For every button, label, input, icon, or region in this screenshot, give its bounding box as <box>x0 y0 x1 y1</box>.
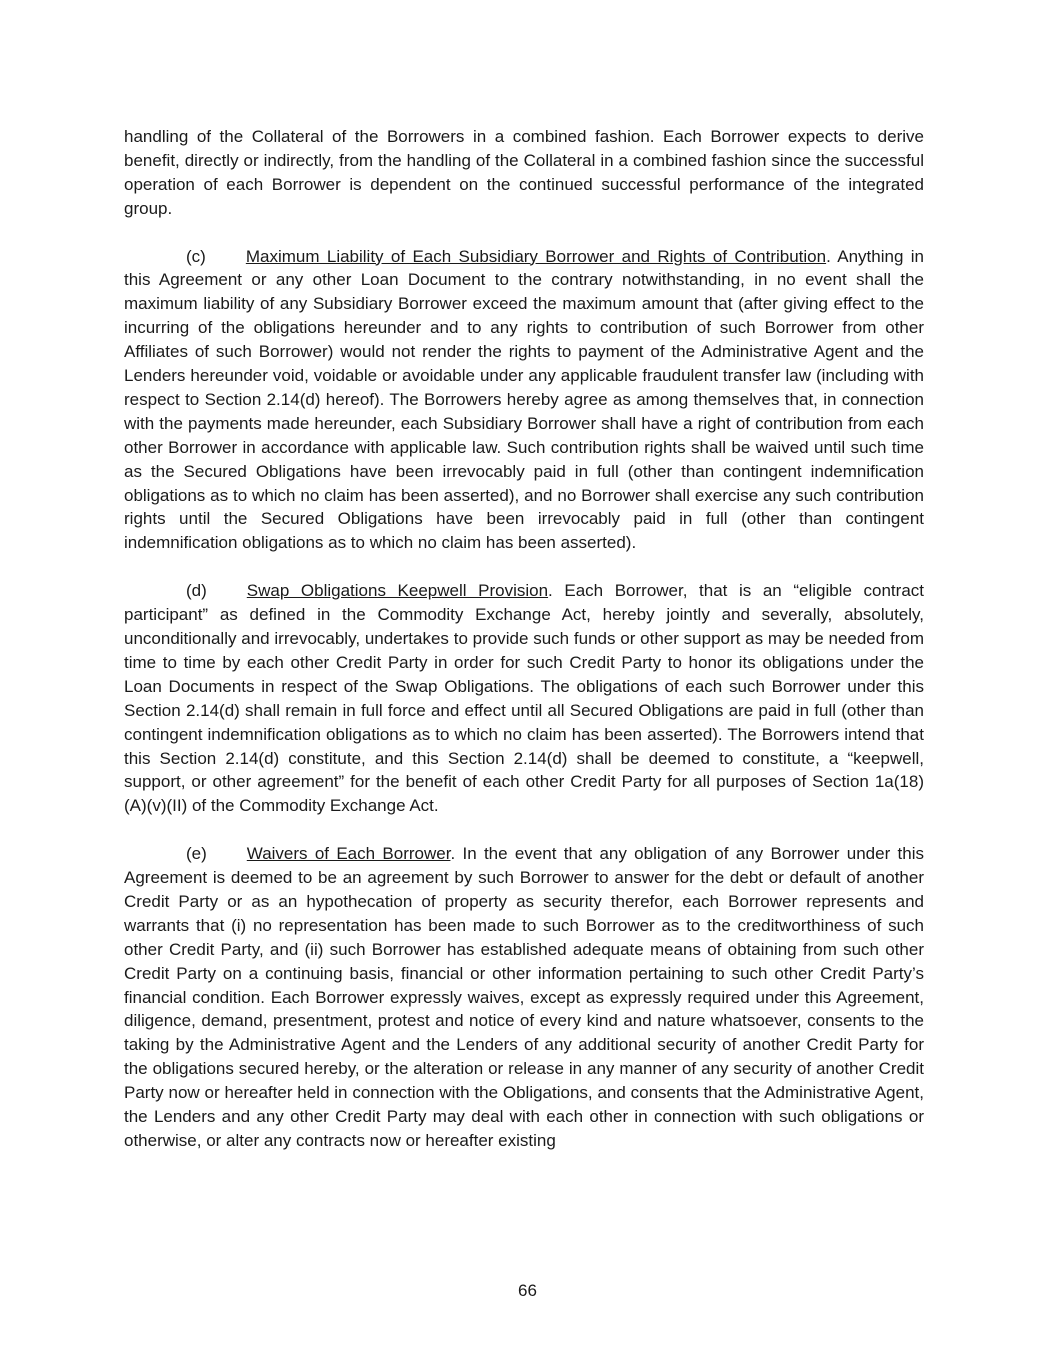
paragraph-text: handling of the Collateral of the Borrowers in a combined fashion. Each Borrower expects to derive benefit, directly or indirectly, from the handling of the Collateral in a combined fashion since the successful operation of each Borrower is dependent on the continued successful performance of the integrated group. <box>124 127 924 218</box>
section-heading: Swap Obligations Keepwell Provision <box>246 581 549 601</box>
document-body <box>124 125 924 1177</box>
paragraph-e-waivers <box>124 842 924 1153</box>
paragraph-label: (c) <box>186 246 206 266</box>
page-number: 66 <box>518 1281 537 1300</box>
paragraph-label: (e) <box>186 844 207 864</box>
paragraph-text: . Each Borrower, that is an “eligible contract participant” as defined in the Commodity Exchange Act, hereby jointly and severally, absolutely, unconditionally and irrevocably, undertakes to provide such funds or other support as may be needed from time to time by each other Credit Party in order for such Credit Party to honor its obligations under the Loan Documents in respect of the Swap Obligations. The obligations of each such Borrower under this Section 2.14(d) shall remain in full force and effect until all Secured Obligations are paid in full (other than contingent indemnification obligations as to which no claim has been asserted). The Borrowers intend that this Section 2.14(d) constitute, and this Section 2.14(d) shall be deemed to constitute, a “keepwell, support, or other agreement” for the benefit of each other Credit Party for all purposes of Section 1a(18)(A)(v)(II) of the Commodity Exchange Act. <box>124 581 924 816</box>
paragraph-text: . In the event that any obligation of any Borrower under this Agreement is deemed to be an agreement by such Borrower to answer for the debt or default of another Credit Party or as an hypothecation of property as security therefor, each Borrower represents and warrants that (i) no representation has been made to such Borrower as to the creditworthiness of such other Credit Party, and (ii) such Borrower has established adequate means of obtaining from such other Credit Party on a continuing basis, financial or other information pertaining to such other Credit Party’s financial condition. Each Borrower expressly waives, except as expressly required under this Agreement, diligence, demand, presentment, protest and notice of every kind and nature whatsoever, consents to the taking by the Administrative Agent and the Lenders of any additional security of another Credit Party for the obligations secured hereby, or the alteration or release in any manner of any security of another Credit Party now or hereafter held in connection with the Obligations, and consents that the Administrative Agent, the Lenders and any other Credit Party may deal with each other in connection with such obligations or otherwise, or alter any contracts now or hereafter existing <box>124 844 924 1151</box>
paragraph-label: (d) <box>186 581 207 601</box>
paragraph-text: . Anything in this Agreement or any other Loan Document to the contrary notwithstanding, in no event shall the maximum liability of any Subsidiary Borrower exceed the maximum amount that (after giving effect to the incurring of the obligations hereunder and to any rights to contribution of such Borrower from other Affiliates of such Borrower) would not render the rights to payment of the Administrative Agent and the Lenders hereunder void, voidable or avoidable under any applicable fraudulent transfer law (including with respect to Section 2.14(d) hereof). The Borrowers hereby agree as among themselves that, in connection with the payments made hereunder, each Subsidiary Borrower shall have a right of contribution from each other Borrower in accordance with applicable law. Such contribution rights shall be waived until such time as the Secured Obligations have been irrevocably paid in full (other than contingent indemnification obligations as to which no claim has been asserted), and no Borrower shall exercise any such contribution rights until the Secured Obligations have been irrevocably paid in full (other than contingent indemnification obligations as to which no claim has been asserted). <box>124 246 925 553</box>
paragraph-d-swap-obligations <box>124 579 924 818</box>
section-heading: Maximum Liability of Each Subsidiary Borrower and Rights of Contribution <box>245 246 827 266</box>
section-heading: Waivers of Each Borrower <box>246 844 451 864</box>
paragraph-continuation <box>124 125 924 221</box>
paragraph-c-maximum-liability <box>124 245 924 556</box>
